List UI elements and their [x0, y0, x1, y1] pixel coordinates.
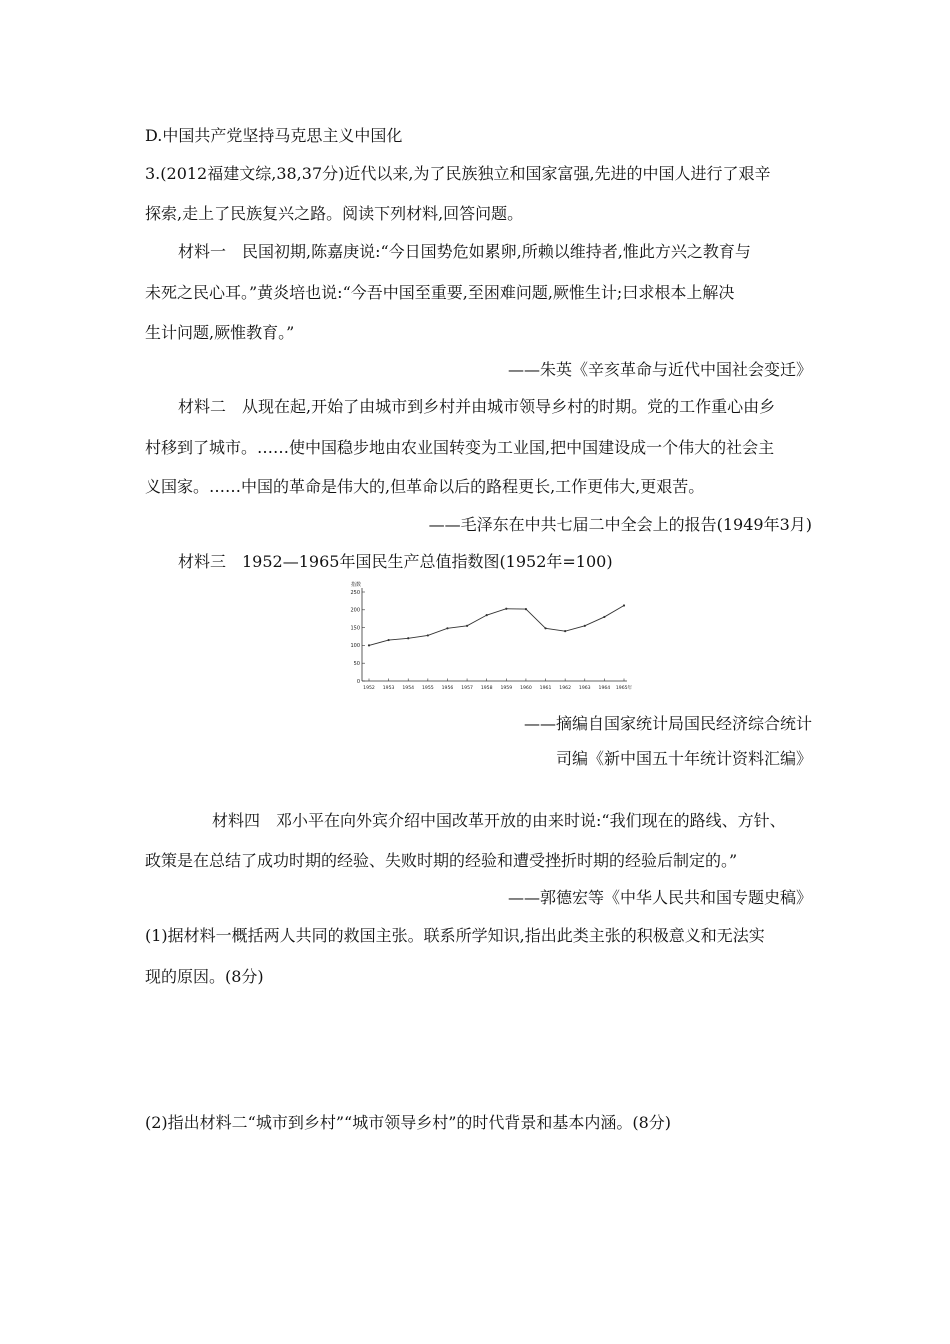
material-2-source: ——毛泽东在中共七届二中全会上的报告(1949年3月) [428, 515, 812, 534]
material-4-line1: 材料四 邓小平在向外宾介绍中国改革开放的由来时说:“我们现在的路线、方针、 [212, 811, 786, 830]
chart-data-point [564, 630, 566, 632]
material-3-source-line2: 司编《新中国五十年统计资料汇编》 [555, 749, 812, 768]
material-2-line1: 材料二 从现在起,开始了由城市到乡村并由城市领导乡村的时期。党的工作重心由乡 [178, 397, 776, 416]
chart-x-tick-label: 1960 [520, 686, 532, 691]
material-1-line1: 材料一 民国初期,陈嘉庚说:“今日国势危如累卵,所赖以维持者,惟此方兴之教育与 [178, 242, 751, 261]
chart-y-tick-label: 50 [353, 661, 360, 667]
chart-x-tick-label: 1957 [461, 686, 473, 691]
chart-x-tick-label: 1953 [382, 686, 395, 691]
chart-y-tick-label: 200 [350, 607, 360, 614]
sub-question-2-line1: (2)指出材料二“城市到乡村”“城市领导乡村”的时代背景和基本内涵。(8分) [145, 1113, 672, 1132]
chart-x-tick-label: 1962 [559, 686, 572, 691]
material-2-line3: 义国家。……中国的革命是伟大的,但革命以后的路程更长,工作更伟大,更艰苦。 [145, 477, 705, 496]
chart-x-tick-label: 1961 [539, 686, 552, 691]
material-1-line2: 未死之民心耳。”黄炎培也说:“今吾中国至重要,至困难问题,厥惟生计;曰求根本上解决 [145, 283, 735, 302]
material-1-line3: 生计问题,厥惟教育。” [145, 323, 295, 342]
chart-y-tick-label: 0 [356, 678, 360, 685]
chart-x-tick-label: 1963 [578, 686, 591, 691]
chart-x-tick-label: 1956 [441, 686, 454, 691]
material-1-source: ——朱英《辛亥革命与近代中国社会变迁》 [507, 360, 812, 379]
material-2-line2: 村移到了城市。……使中国稳步地由农业国转变为工业国,把中国建设成一个伟大的社会主 [145, 438, 775, 457]
chart-data-point [388, 639, 390, 641]
chart-y-tick-label: 100 [350, 643, 360, 650]
material-3-source-line1: ——摘编自国家统计局国民经济综合统计 [523, 714, 812, 733]
question-3-stem-line2: 探索,走上了民族复兴之路。阅读下列材料,回答问题。 [145, 204, 524, 223]
option-d: D.中国共产党坚持马克思主义中国化 [145, 126, 403, 145]
chart-x-tick-label: 1964 [598, 686, 611, 691]
chart-data-point [407, 637, 409, 639]
chart-x-tick-label: 1952 [363, 686, 375, 691]
chart-data-point [427, 634, 429, 636]
chart-data-point [623, 604, 625, 606]
material-3-title: 材料三 1952—1965年国民生产总值指数图(1952年=100) [178, 552, 613, 571]
material-4-source: ——郭德宏等《中华人民共和国专题史稿》 [507, 888, 812, 907]
chart-x-tick-label: 1965年 [615, 686, 633, 691]
sub-question-1-line2: 现的原因。(8分) [145, 967, 264, 986]
chart-x-tick-label: 1958 [480, 686, 493, 691]
chart-data-point [505, 608, 507, 610]
chart-data-point [446, 627, 448, 629]
chart-x-tick-label: 1959 [500, 686, 513, 691]
chart-data-point [486, 614, 488, 616]
chart-data-point [368, 644, 370, 646]
question-3-stem-line1: 3.(2012福建文综,38,37分)近代以来,为了民族独立和国家富强,先进的中国人进行了艰辛 [145, 164, 771, 183]
chart-x-tick-label: 1954 [402, 686, 415, 691]
chart-y-tick-label: 250 [350, 589, 360, 596]
gnp-index-line-chart [345, 580, 637, 692]
chart-data-point [544, 627, 546, 629]
chart-data-point [603, 616, 605, 618]
chart-data-point [466, 625, 468, 627]
chart-data-point [584, 625, 586, 627]
chart-ylabel: 指数 [351, 582, 362, 588]
sub-question-1-line1: (1)据材料一概括两人共同的救国主张。联系所学知识,指出此类主张的积极意义和无法实 [145, 926, 765, 945]
chart-x-tick-label: 1955 [421, 686, 434, 691]
material-4-line2: 政策是在总结了成功时期的经验、失败时期的经验和遭受挫折时期的经验后制定的。” [145, 851, 738, 870]
chart-data-point [525, 608, 527, 610]
chart-y-tick-label: 150 [350, 625, 360, 632]
